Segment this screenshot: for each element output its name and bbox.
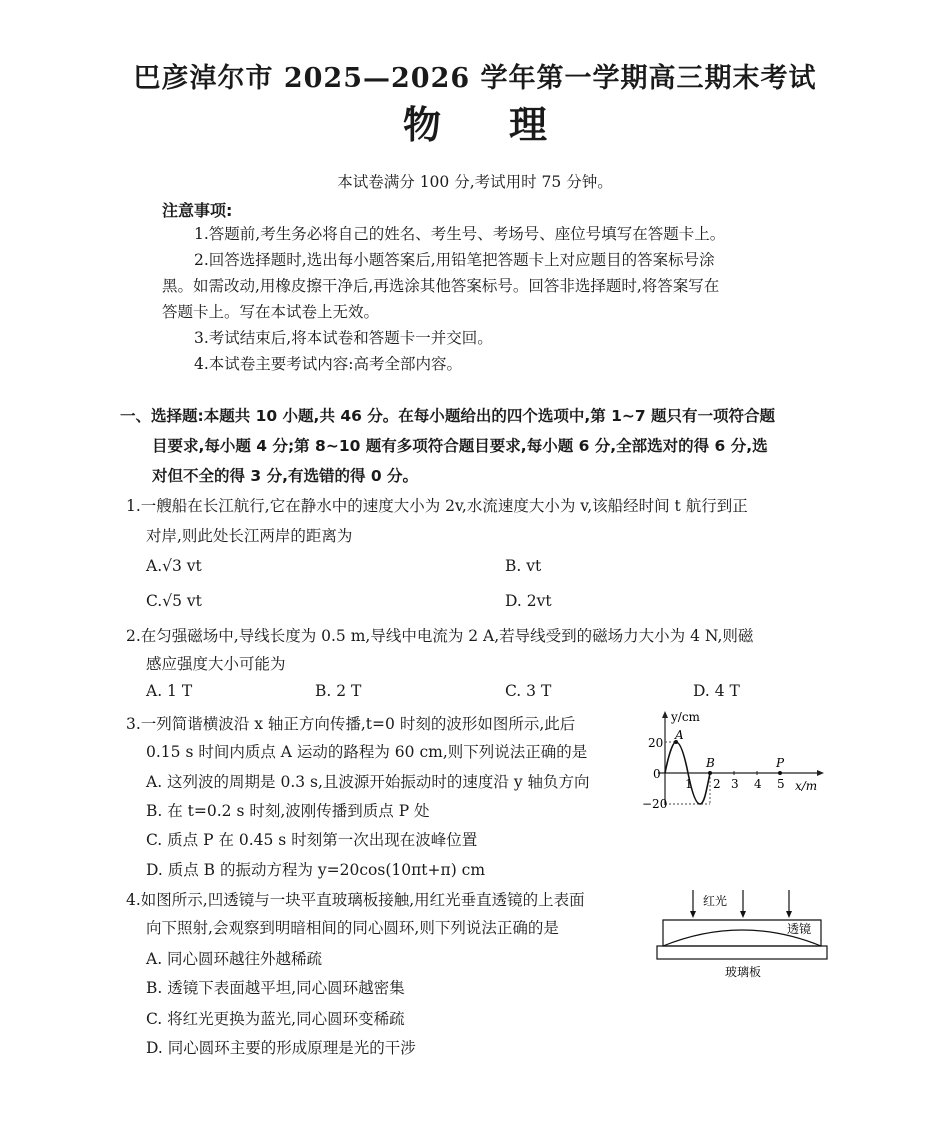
point-b-label: B xyxy=(706,756,715,770)
q4-option-a: A. 同心圆环越往外越稀疏 xyxy=(146,950,323,968)
q3-option-c: C. 质点 P 在 0.45 s 时刻第一次出现在波峰位置 xyxy=(146,831,478,849)
notes-heading: 注意事项: xyxy=(162,201,233,220)
q2-option-d: D. 4 T xyxy=(693,682,740,700)
q2-stem-1: 2.在匀强磁场中,导线长度为 0.5 m,导线中电流为 2 A,若导线受到的磁场力大小为 4 N,则磁 xyxy=(126,627,754,645)
q4-stem-1: 4.如图所示,凹透镜与一块平直玻璃板接触,用红光垂直透镜的上表面 xyxy=(126,891,585,909)
q2-stem-2: 感应强度大小可能为 xyxy=(146,655,286,673)
note-3: 3.考试结束后,将本试卷和答题卡一并交回。 xyxy=(194,329,493,347)
x-tick-3: 3 xyxy=(731,777,739,791)
light-arrow-right-icon xyxy=(786,911,792,918)
note-4: 4.本试卷主要考试内容:高考全部内容。 xyxy=(194,355,463,373)
q2-option-a: A. 1 T xyxy=(146,682,193,700)
q1-option-a: A.√3 vt xyxy=(146,557,202,575)
lens-label: 透镜 xyxy=(787,922,812,936)
subject-title: 物理 xyxy=(402,102,615,147)
lens-figure xyxy=(655,884,830,982)
y-tick-minus-20: −20 xyxy=(642,797,668,811)
exam-info: 本试卷满分 100 分,考试用时 75 分钟。 xyxy=(337,173,613,191)
q1-stem-2: 对岸,则此处长江两岸的距离为 xyxy=(146,527,353,545)
note-2a: 2.回答选择题时,选出每小题答案后,用铅笔把答题卡上对应题目的答案标号涂 xyxy=(194,251,715,269)
x-axis-label: x/m xyxy=(795,779,818,793)
x-tick-5: 5 xyxy=(777,777,785,791)
y-tick-20: 20 xyxy=(648,736,664,750)
wave-figure xyxy=(640,705,830,820)
q3-option-a: A. 这列波的周期是 0.3 s,且波源开始振动时的速度沿 y 轴负方向 xyxy=(146,773,590,791)
note-2c: 答题卡上。写在本试卷上无效。 xyxy=(162,303,380,321)
point-p-label: P xyxy=(776,756,785,770)
glass-plate-label: 玻璃板 xyxy=(725,965,762,979)
exam-title: 巴彦淖尔市 2025—2026 学年第一学期高三期末考试 xyxy=(133,63,817,94)
q3-stem-1: 3.一列简谐横波沿 x 轴正方向传播,t=0 时刻的波形如图所示,此后 xyxy=(126,715,576,733)
q4-option-d: D. 同心圆环主要的形成原理是光的干涉 xyxy=(146,1039,416,1057)
glass-plate xyxy=(657,946,827,959)
note-1: 1.答题前,考生务必将自己的姓名、考生号、考场号、座位号填写在答题卡上。 xyxy=(194,225,726,243)
x-tick-2: 2 xyxy=(713,777,721,791)
q3-option-b: B. 在 t=0.2 s 时刻,波刚传播到质点 P 处 xyxy=(146,802,430,820)
x-tick-1: 1 xyxy=(685,777,693,791)
light-arrow-left-icon xyxy=(690,911,696,918)
q1-option-c: C.√5 vt xyxy=(146,592,202,610)
light-arrow-middle-icon xyxy=(740,911,746,918)
y-axis-arrow-icon xyxy=(662,711,668,718)
y-tick-0: 0 xyxy=(653,767,661,781)
y-axis-label: y/cm xyxy=(671,710,700,724)
q1-stem-1: 1.一艘船在长江航行,它在静水中的速度大小为 2v,水流速度大小为 v,该船经时间 t 航行到正 xyxy=(126,497,748,515)
x-tick-4: 4 xyxy=(754,777,762,791)
q4-option-c: C. 将红光更换为蓝光,同心圆环变稀疏 xyxy=(146,1010,405,1028)
x-axis-arrow-icon xyxy=(817,770,824,776)
point-a-label: A xyxy=(675,728,684,742)
section-1-line-2: 目要求,每小题 4 分;第 8~10 题有多项符合题目要求,每小题 6 分,全部选对的得 6 分,选 xyxy=(152,437,768,455)
q3-stem-2: 0.15 s 时间内质点 A 运动的路程为 60 cm,则下列说法正确的是 xyxy=(146,743,588,761)
red-light-label: 红光 xyxy=(703,894,728,908)
point-b-dot xyxy=(708,771,712,775)
note-2b: 黑。如需改动,用橡皮擦干净后,再选涂其他答案标号。回答非选择题时,将答案写在 xyxy=(162,277,720,295)
q2-option-b: B. 2 T xyxy=(315,682,362,700)
q2-option-c: C. 3 T xyxy=(505,682,552,700)
section-1-line-1: 一、选择题:本题共 10 小题,共 46 分。在每小题给出的四个选项中,第 1~7 题只有一项符合题 xyxy=(120,407,776,425)
q1-option-b: B. vt xyxy=(505,557,542,575)
q4-option-b: B. 透镜下表面越平坦,同心圆环越密集 xyxy=(146,979,405,997)
q4-stem-2: 向下照射,会观察到明暗相间的同心圆环,则下列说法正确的是 xyxy=(146,919,559,937)
q1-option-d: D. 2vt xyxy=(505,592,552,610)
section-1-line-3: 对但不全的得 3 分,有选错的得 0 分。 xyxy=(152,467,419,485)
point-p-dot xyxy=(778,771,782,775)
q3-option-d: D. 质点 B 的振动方程为 y=20cos(10πt+π) cm xyxy=(146,861,486,879)
